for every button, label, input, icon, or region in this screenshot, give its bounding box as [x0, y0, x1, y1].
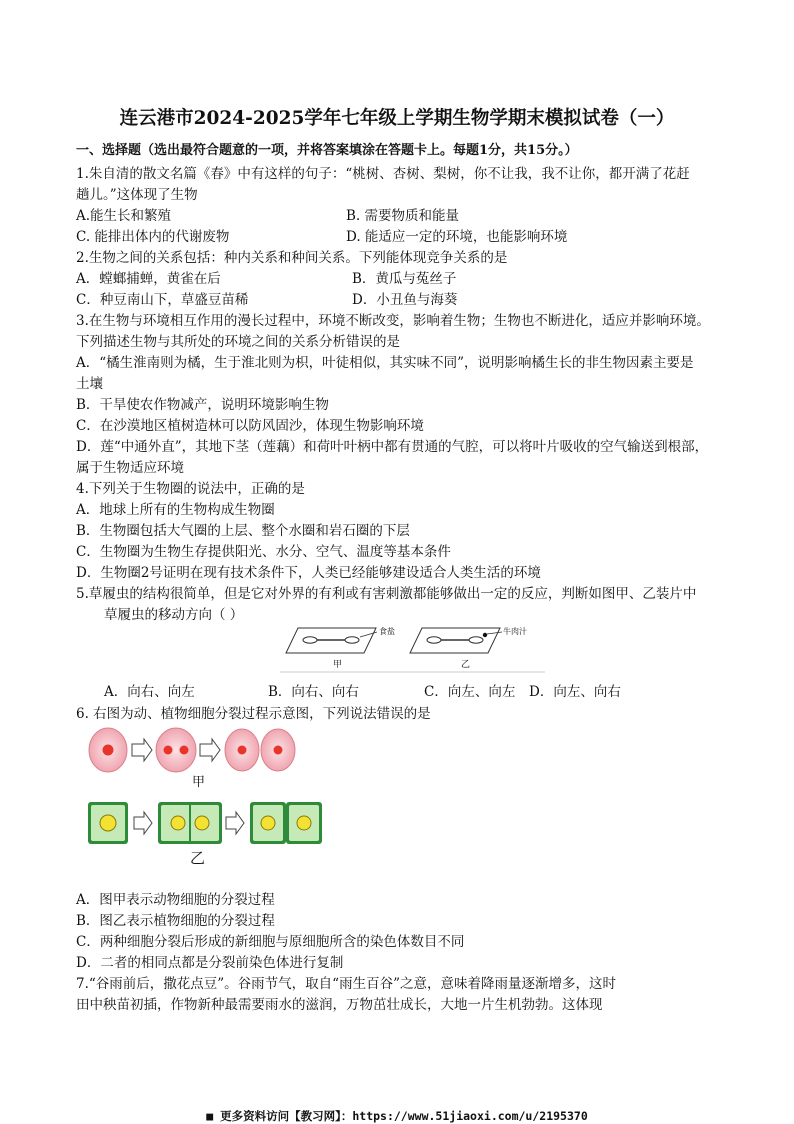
q7-stem-line1: 7.“谷雨前后，撒花点豆”。谷雨节气，取自“雨生百谷”之意，意味着降雨量逐渐增多，这时	[76, 976, 616, 992]
q2-stem: 2.生物之间的关系包括：种内关系和种间关系。下列能体现竞争关系的是	[76, 250, 508, 266]
q3-stem-line1: 3.在生物与环境相互作用的漫长过程中，环境不断改变，影响着生物；生物也不断进化，适应并影响环境。	[76, 313, 710, 329]
q3-option-a-line1: A．“橘生淮南则为橘，生于淮北则为枳，叶徒相似，其实味不同”，说明影响橘生长的非生物因素主要是	[76, 355, 694, 371]
salt-label: 食盐	[379, 627, 395, 636]
slide-yi-label: 乙	[461, 660, 471, 670]
q4-option-a: A．地球上所有的生物构成生物圈	[76, 502, 275, 518]
q3-option-a-line2: 土壤	[76, 376, 103, 392]
q3-option-c: C．在沙漠地区植树造林可以防风固沙，体现生物影响环境	[76, 418, 424, 434]
q2-option-c: C．种豆南山下，草盛豆苗稀	[76, 292, 249, 308]
q5-option-a: A．向右、向左	[104, 684, 195, 700]
animal-row-label: 甲	[192, 775, 206, 790]
q3-stem-line2: 下列描述生物与其所处的环境之间的关系分析错误的是	[76, 334, 400, 350]
q1-option-a: A.能生长和繁殖	[76, 208, 172, 224]
beef-juice-label: 牛肉汁	[503, 627, 527, 636]
q6-option-c: C．两种细胞分裂后形成的新细胞与原细胞所含的染色体数目不同	[76, 934, 465, 950]
q3-option-d-line2: 属于生物适应环境	[76, 460, 184, 476]
q3-option-b: B．干旱使农作物减产，说明环境影响生物	[76, 397, 329, 413]
q6-option-d: D．二者的相同点都是分裂前染色体进行复制	[76, 955, 344, 971]
q6-option-b: B．图乙表示植物细胞的分裂过程	[76, 913, 275, 929]
slide-jia-label: 甲	[333, 660, 343, 670]
section-heading: 一、选择题（选出最符合题意的一项，并将答案填涂在答题卡上。每题1分，共15分。）	[76, 143, 578, 158]
q5-option-d: D．向左、向右	[529, 684, 621, 700]
q2-option-b: B．黄瓜与菟丝子	[352, 271, 457, 287]
plant-row-label: 乙	[190, 849, 206, 867]
q2-option-a: A．螳螂捕蝉，黄雀在后	[76, 271, 221, 287]
q6-stem: 6. 右图为动、植物细胞分裂过程示意图，下列说法错误的是	[76, 706, 431, 722]
page-title: 连云港市2024-2025学年七年级上学期生物学期末模拟试卷（一）	[119, 108, 675, 129]
q7-stem-line2: 田中秧苗初插，作物新种最需要雨水的滋润，万物茁壮成长，大地一片生机勃勃。这体现	[76, 997, 603, 1013]
q4-option-b: B．生物圈包括大气圈的上层、整个水圈和岩石圈的下层	[76, 523, 410, 539]
q1-stem-line2: 趟儿。”这体现了生物	[76, 187, 198, 203]
q3-option-d-line1: D．莲“中通外直”，其地下茎（莲藕）和荷叶叶柄中都有贯通的气腔，可以将叶片吸收的空气输送到根部，	[76, 439, 709, 455]
q5-option-b: B．向右、向右	[268, 684, 359, 700]
q5-stem-line2: 草履虫的移动方向（ ）	[104, 607, 244, 623]
q5-option-c: C．向左、向左	[424, 684, 516, 700]
q5-stem-line1: 5.草履虫的结构很简单，但是它对外界的有利或有害刺激都能够做出一定的反应，判断如图甲、乙装片中	[76, 586, 697, 602]
q1-option-d: D. 能适应一定的环境，也能影响环境	[346, 229, 568, 245]
footer-link[interactable]: ■ 更多资料访问【教习网】：https://www.51jiaoxi.com/u/2195370	[206, 1109, 588, 1123]
q1-option-b: B. 需要物质和能量	[346, 208, 460, 224]
q4-option-d: D．生物圈2号证明在现有技术条件下，人类已经能够建设适合人类生活的环境	[76, 565, 541, 581]
q4-option-c: C．生物圈为生物生存提供阳光、水分、空气、温度等基本条件	[76, 544, 451, 560]
q6-option-a: A．图甲表示动物细胞的分裂过程	[76, 892, 275, 908]
q4-stem: 4.下列关于生物圈的说法中，正确的是	[76, 481, 305, 497]
q1-option-c: C. 能排出体内的代谢废物	[76, 229, 230, 245]
q1-stem-line1: 1.朱自清的散文名篇《春》中有这样的句子：“桃树、杏树、梨树，你不让我，我不让你，都开满了花赶	[76, 166, 690, 182]
q2-option-d: D．小丑鱼与海葵	[352, 292, 458, 308]
